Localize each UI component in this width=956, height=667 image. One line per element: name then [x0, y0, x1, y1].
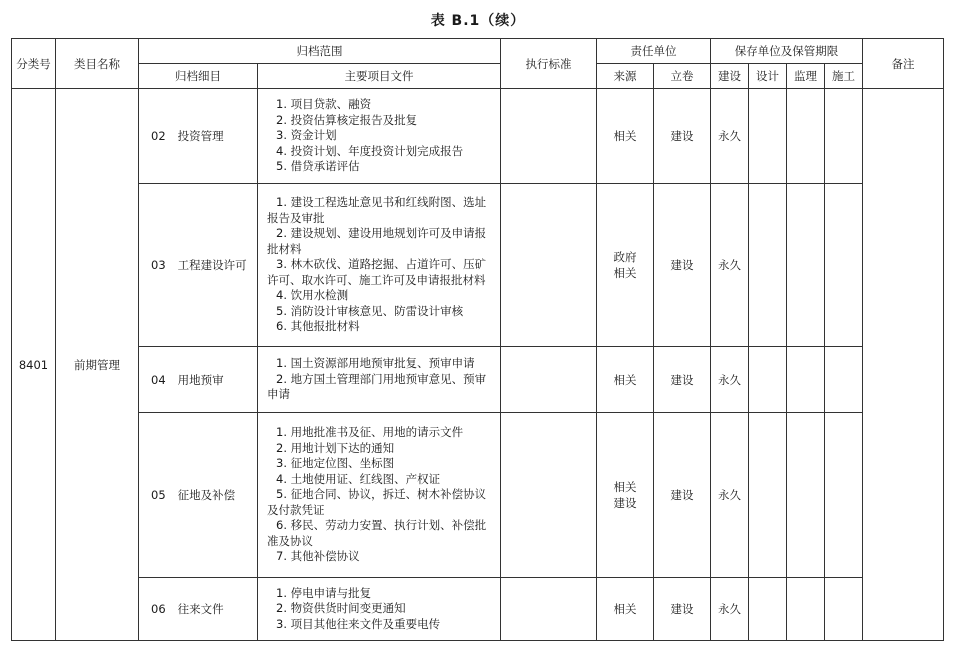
list-item: 2. 用地计划下达的通知 [276, 440, 395, 455]
filing-cell: 建设 [654, 578, 711, 641]
subcategory-name: 征地及补偿 [177, 488, 236, 502]
list-item: 2. 物资供货时间变更通知 [276, 601, 406, 616]
standard-cell [501, 413, 597, 578]
header-scope-detail: 归档细目 [139, 64, 258, 89]
builder-term-cell [825, 347, 863, 413]
source-cell [597, 347, 654, 413]
subcategory-cell [139, 578, 258, 641]
header-source: 来源 [597, 64, 654, 89]
subcategory-name: 用地预审 [177, 372, 224, 387]
source-cell [597, 578, 654, 641]
construction-term-cell: 永久 [711, 413, 749, 578]
header-category: 类目名称 [56, 39, 139, 89]
filing-cell: 建设 [654, 413, 711, 578]
list-item: 6. 移民、劳动力安置、执行计划、补偿批准及协议 [267, 518, 487, 548]
design-term-cell [749, 413, 787, 578]
list-item: 1. 建设工程选址意见书和红线附图、选址报告及审批 [267, 195, 487, 225]
supervision-term-cell [787, 184, 825, 347]
list-item: 2. 投资估算核定报告及批复 [276, 112, 418, 127]
file-list [261, 421, 497, 569]
table-row [12, 413, 944, 578]
files-cell [258, 413, 501, 578]
list-item: 2. 地方国土管理部门用地预审意见、预审申请 [267, 371, 487, 402]
source-value: 相关 [613, 480, 637, 494]
header-scope: 归档范围 [139, 39, 501, 64]
table-row [12, 89, 944, 184]
list-item: 3. 征地定位图、坐标图 [276, 456, 395, 471]
list-item: 4. 投资计划、年度投资计划完成报告 [276, 143, 464, 158]
subcategory-cell [139, 184, 258, 347]
standard-cell [501, 89, 597, 184]
header-code: 分类号 [12, 39, 56, 89]
builder-term-cell [825, 578, 863, 641]
list-item: 1. 停电申请与批复 [276, 585, 372, 600]
design-term-cell [749, 347, 787, 413]
construction-term-cell: 永久 [711, 578, 749, 641]
supervision-term-cell [787, 578, 825, 641]
source-cell [597, 89, 654, 184]
remarks-cell [863, 89, 944, 641]
subcategory-number: 06 [151, 602, 166, 616]
header-row-1 [12, 39, 944, 64]
file-list [261, 352, 497, 407]
header-supervision: 监理 [787, 64, 825, 89]
list-item: 6. 其他报批材料 [276, 319, 360, 334]
file-list [261, 93, 497, 179]
list-item: 4. 土地使用证、红线图、产权证 [276, 471, 441, 486]
design-term-cell [749, 89, 787, 184]
header-builder: 施工 [825, 64, 863, 89]
table-title: 表 B.1（续） [430, 13, 526, 29]
archive-scope-table [11, 38, 944, 641]
table-row [12, 184, 944, 347]
supervision-term-cell [787, 347, 825, 413]
filing-cell: 建设 [654, 184, 711, 347]
construction-term-cell: 永久 [711, 184, 749, 347]
source-value: 政府 [613, 250, 637, 264]
category-code: 8401 [12, 89, 56, 641]
files-cell [258, 184, 501, 347]
list-item: 3. 资金计划 [276, 128, 337, 143]
subcategory-cell [139, 413, 258, 578]
header-retention: 保存单位及保管期限 [711, 39, 863, 64]
source-value: 相关 [613, 602, 637, 616]
header-standard: 执行标准 [501, 39, 597, 89]
subcategory-number: 05 [151, 488, 166, 502]
header-row-2 [12, 64, 944, 89]
header-remarks: 备注 [863, 39, 944, 89]
subcategory-cell [139, 89, 258, 184]
table-row [12, 347, 944, 413]
subcategory-number: 02 [151, 129, 166, 143]
files-cell [258, 89, 501, 184]
supervision-term-cell [787, 89, 825, 184]
header-scope-files: 主要项目文件 [258, 64, 501, 89]
standard-cell [501, 347, 597, 413]
design-term-cell [749, 184, 787, 347]
list-item: 4. 饮用水检测 [276, 288, 349, 303]
header-responsible: 责任单位 [597, 39, 711, 64]
list-item: 1. 用地批准书及征、用地的请示文件 [276, 425, 464, 440]
source-value: 相关 [613, 129, 637, 143]
list-item: 5. 征地合同、协议，拆迁、树木补偿协议及付款凭证 [267, 487, 487, 517]
files-cell [258, 347, 501, 413]
file-list [261, 191, 497, 339]
filing-cell: 建设 [654, 89, 711, 184]
list-item: 2. 建设规划、建设用地规划许可及申请报批材料 [267, 226, 487, 256]
header-design: 设计 [749, 64, 787, 89]
list-item: 7. 其他补偿协议 [276, 549, 360, 564]
construction-term-cell: 永久 [711, 89, 749, 184]
list-item: 5. 消防设计审核意见、防雷设计审核 [276, 303, 464, 318]
list-item: 3. 项目其他往来文件及重要电传 [276, 616, 441, 631]
subcategory-number: 04 [151, 372, 166, 387]
list-item: 3. 林木砍伐、道路挖掘、占道许可、压矿许可、取水许可、施工许可及申请报批材料 [267, 257, 487, 287]
filing-cell: 建设 [654, 347, 711, 413]
source-cell [597, 184, 654, 347]
supervision-term-cell [787, 413, 825, 578]
list-item: 1. 项目贷款、融资 [276, 97, 372, 112]
category-name: 前期管理 [56, 89, 139, 641]
subcategory-number: 03 [151, 258, 166, 272]
header-construction: 建设 [711, 64, 749, 89]
subcategory-name: 往来文件 [177, 602, 224, 616]
builder-term-cell [825, 184, 863, 347]
header-filing: 立卷 [654, 64, 711, 89]
table-row [12, 578, 944, 641]
standard-cell [501, 578, 597, 641]
subcategory-cell [139, 347, 258, 413]
source-value: 相关 [613, 266, 637, 280]
list-item: 5. 借贷承诺评估 [276, 159, 360, 174]
builder-term-cell [825, 89, 863, 184]
list-item: 1. 国土资源部用地预审批复、预审申请 [276, 356, 475, 371]
source-cell [597, 413, 654, 578]
builder-term-cell [825, 413, 863, 578]
design-term-cell [749, 578, 787, 641]
source-value: 相关 [613, 372, 637, 387]
file-list [261, 582, 497, 637]
subcategory-name: 投资管理 [177, 129, 224, 143]
construction-term-cell: 永久 [711, 347, 749, 413]
files-cell [258, 578, 501, 641]
source-value: 建设 [613, 496, 637, 510]
standard-cell [501, 184, 597, 347]
subcategory-name: 工程建设许可 [177, 258, 247, 272]
